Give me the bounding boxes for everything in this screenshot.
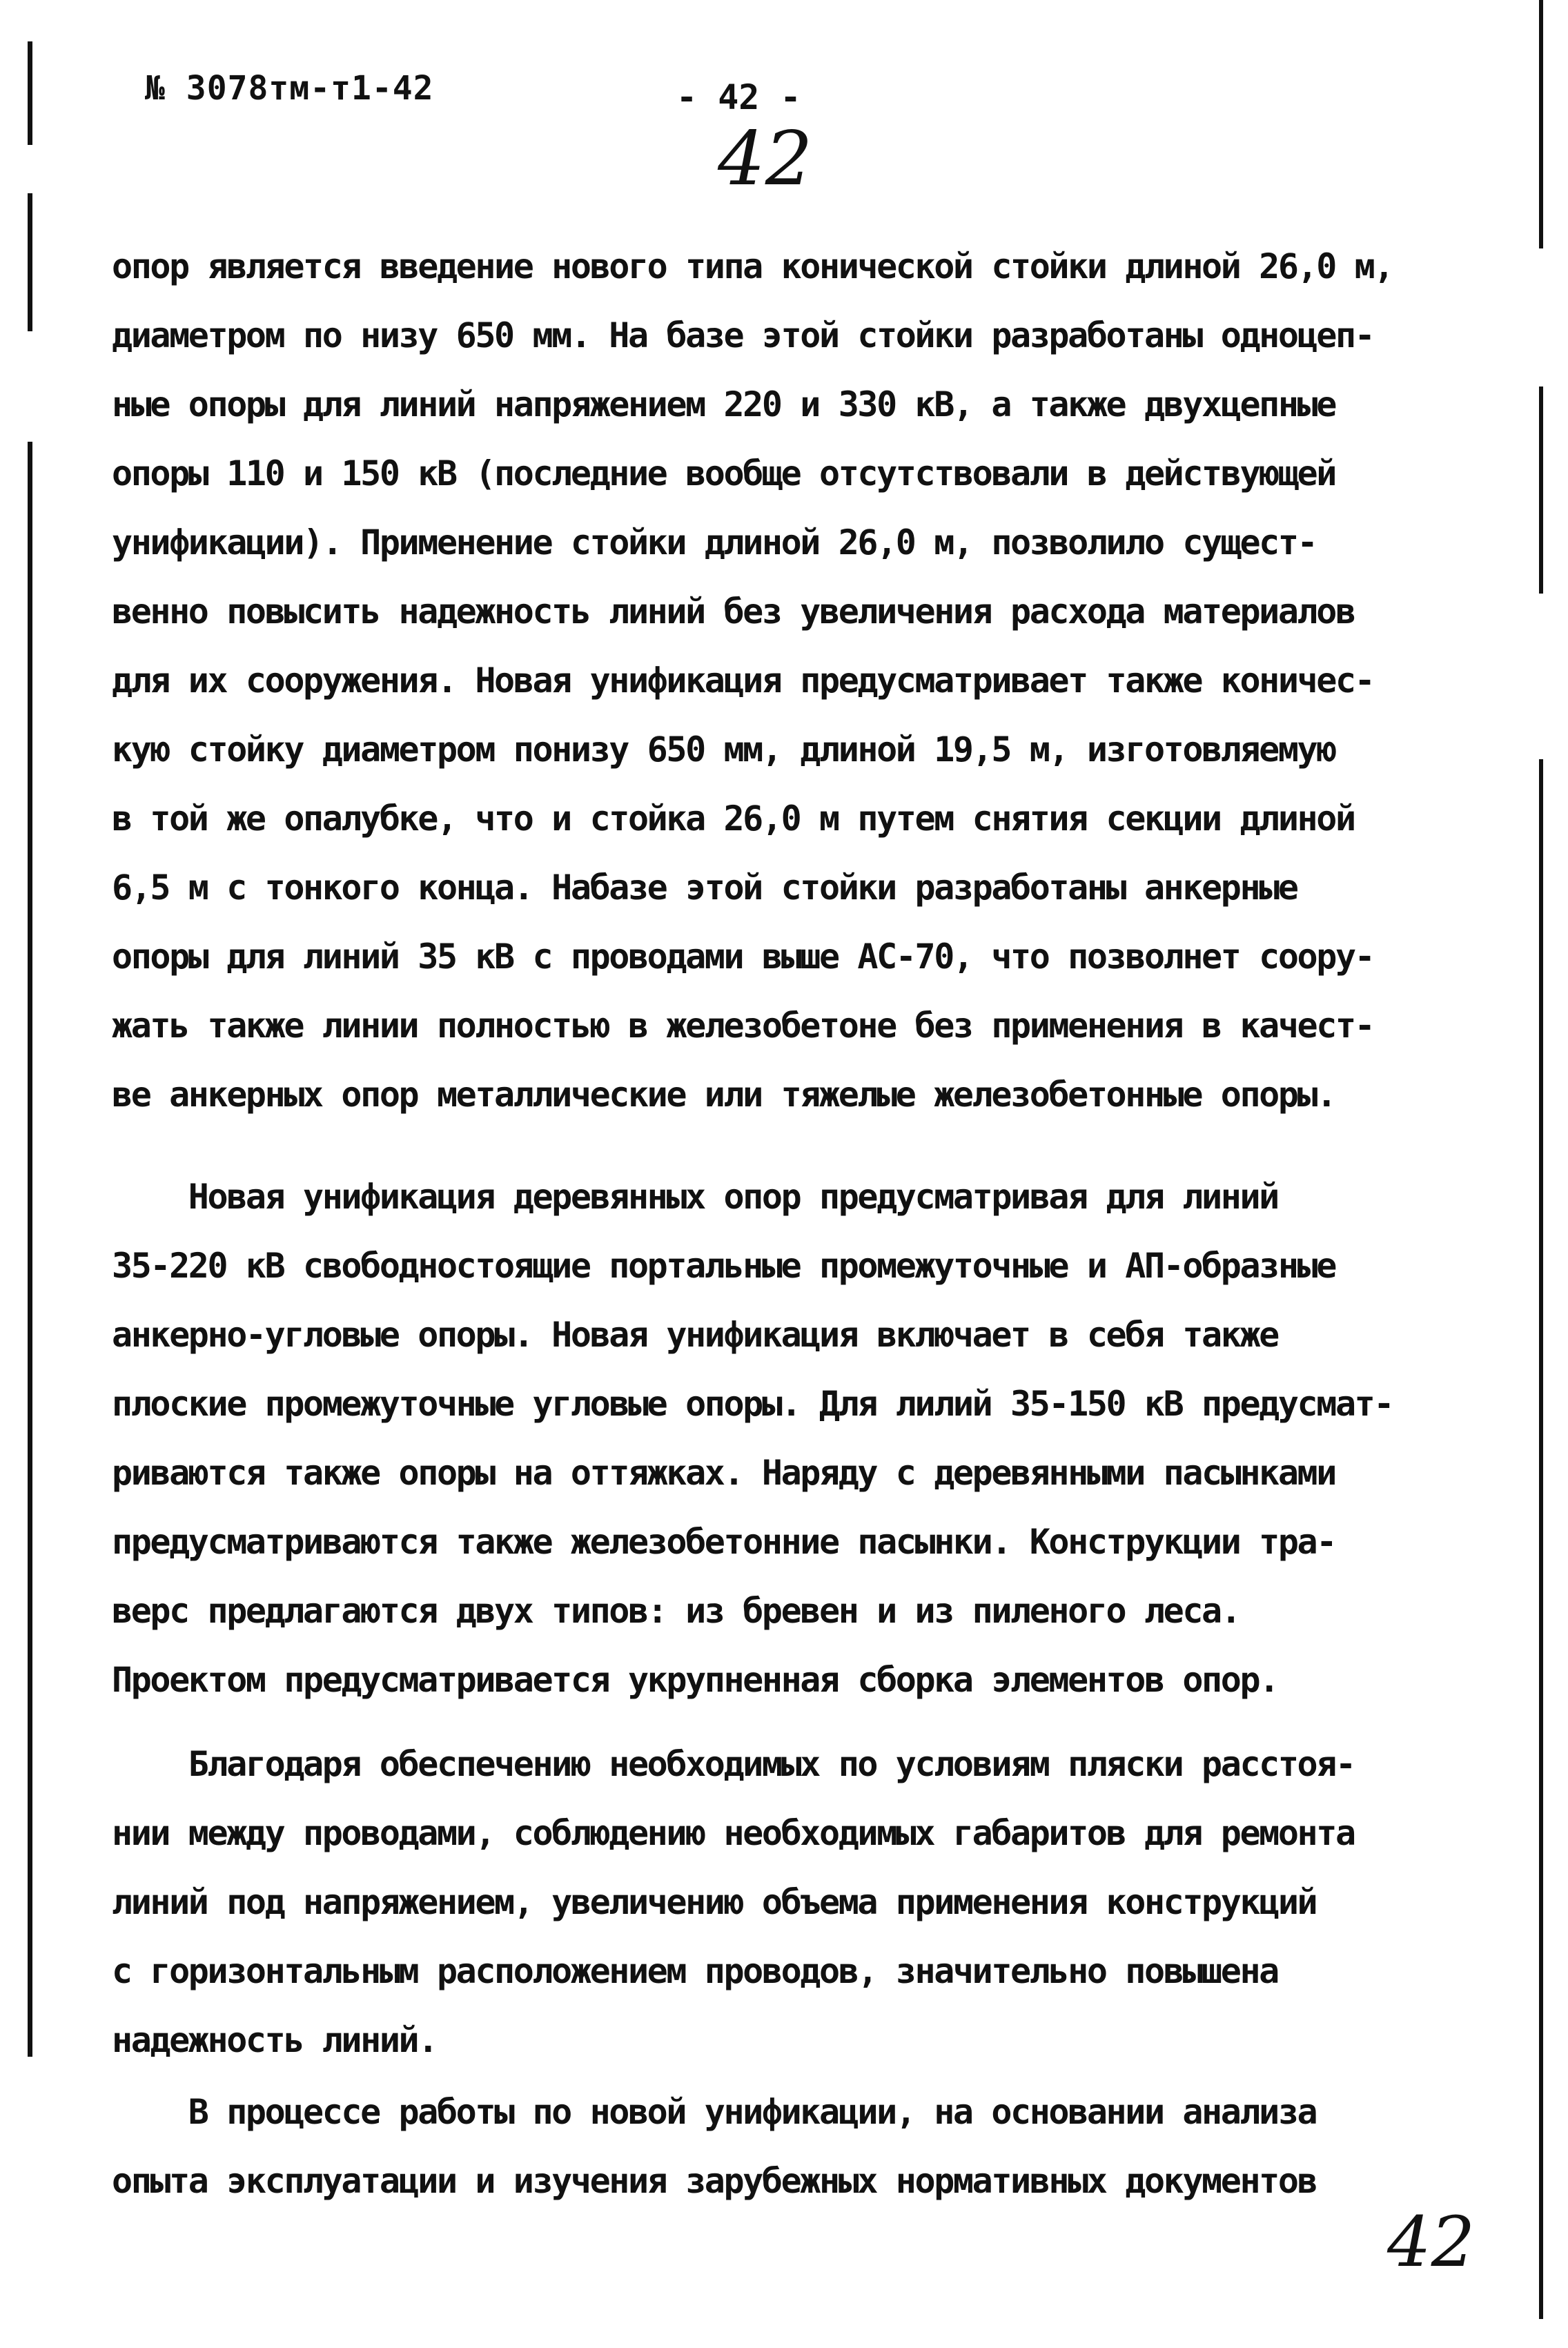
text-line: нии между проводами, соблюдению необходимых габаритов для ремонта [112, 1813, 1355, 1853]
right-margin-mark [1539, 387, 1543, 594]
text-line: предусматриваются также железобетонние пасынки. Конструкции тра- [112, 1522, 1335, 1562]
left-margin-mark [28, 442, 32, 2057]
text-line: диаметром по низу 650 мм. На базе этой стойки разработаны одноцеп- [112, 315, 1374, 355]
text-line: жать также линии полностью в железобетоне без применения в качест- [112, 1006, 1374, 1046]
paragraph-4 [112, 2077, 1513, 2215]
text-line: Проектом предусматривается укрупненная сборка элементов опор. [112, 1660, 1278, 1700]
text-line: линий под напряжением, увеличению объема применения конструкций [112, 1882, 1317, 1922]
text-line: риваются также опоры на оттяжках. Наряду с деревянными пасынками [112, 1453, 1335, 1493]
right-margin-mark [1539, 759, 1543, 2319]
text-line: опор является введение нового типа конической стойки длиной 26,0 м, [112, 246, 1393, 286]
right-margin-mark [1539, 0, 1543, 248]
text-line: 35-220 кВ свободностоящие портальные промежуточные и АП-образные [112, 1246, 1335, 1286]
handwritten-page-number-top: 42 [718, 116, 813, 202]
paragraph-2 [112, 1162, 1513, 1714]
text-line: 6,5 м с тонкого конца. Набазе этой стойки разработаны анкерные [112, 868, 1297, 908]
handwritten-page-number-bottom: 42 [1387, 2202, 1476, 2282]
paragraph-3 [112, 1730, 1513, 2075]
text-line: ные опоры для линий напряжением 220 и 330 кВ, а также двухцепные [112, 384, 1335, 424]
text-line: для их сооружения. Новая унификация предусматривает также коничес- [112, 661, 1374, 701]
text-line: опыта эксплуатации и изучения зарубежных нормативных документов [112, 2161, 1317, 2201]
text-line: плоские промежуточные угловые опоры. Для лилий 35-150 кВ предусмат- [112, 1384, 1393, 1424]
text-line: в той же опалубке, что и стойка 26,0 м путем снятия секции длиной [112, 799, 1355, 839]
text-line: опоры для линий 35 кВ с проводами выше АС-70, что позволнет соору- [112, 937, 1374, 977]
text-line: Новая унификация деревянных опор предусматривая для линий [112, 1177, 1278, 1217]
text-line: анкерно-угловые опоры. Новая унификация включает в себя также [112, 1315, 1278, 1355]
text-line: надежность линий. [112, 2020, 437, 2060]
text-line: кую стойку диаметром понизу 650 мм, длиной 19,5 м, изготовляемую [112, 730, 1335, 770]
paragraph-1 [112, 232, 1513, 1129]
text-line: ве анкерных опор металлические или тяжелые железобетонные опоры. [112, 1075, 1335, 1115]
left-margin-mark [28, 41, 32, 145]
text-line: унификации). Применение стойки длиной 26,0 м, позволило сущест- [112, 522, 1317, 562]
text-line: с горизонтальным расположением проводов, значительно повышена [112, 1951, 1278, 1991]
text-line: венно повысить надежность линий без увеличения расхода материалов [112, 591, 1355, 632]
page-number: - 42 - [676, 77, 801, 117]
text-line: Благодаря обеспечению необходимых по условиям пляски расстоя- [112, 1744, 1355, 1784]
text-line: В процессе работы по новой унификации, на основании анализа [112, 2092, 1317, 2132]
text-line: верс предлагаются двух типов: из бревен и из пиленого леса. [112, 1591, 1240, 1631]
text-line: опоры 110 и 150 кВ (последние вообще отсутствовали в действующей [112, 453, 1335, 493]
document-number: № 3078тм-т1-42 [145, 69, 434, 108]
left-margin-mark [28, 193, 32, 331]
